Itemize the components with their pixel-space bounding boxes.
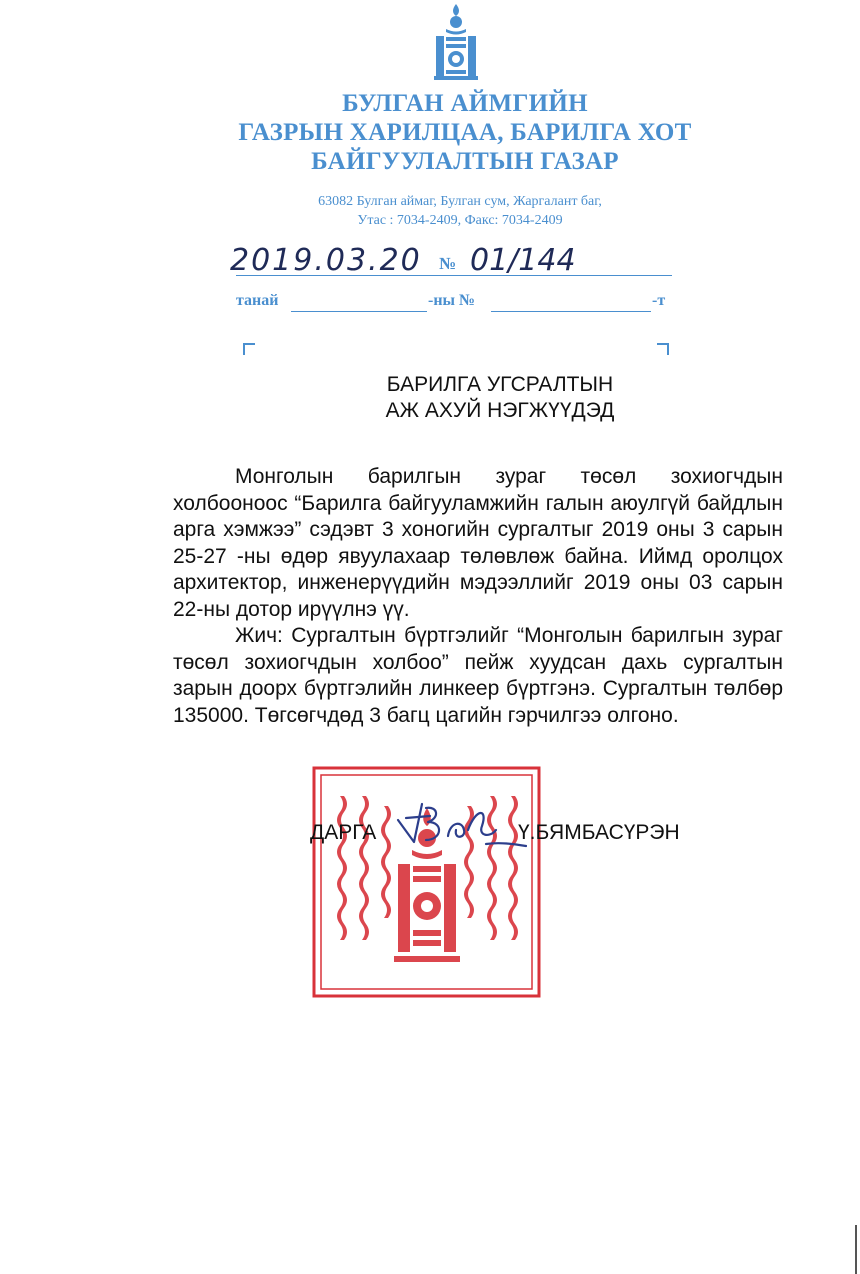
handwritten-signature-icon: [392, 800, 527, 858]
ref-number-underline: [491, 311, 651, 312]
org-name-line-1: БУЛГАН АЙМГИЙН: [342, 90, 588, 117]
addressee-line-2: АЖ АХУЙ НЭГЖҮҮДЭД: [385, 399, 615, 422]
note-paragraph-text: Жич: Сургалтын бүртгэлийг “Монголын барилгын зураг төсөл зохиогчдын холбоо” пейж хуудсан дахь сургалтын зарын доорх бүртгэлийн линкеер бүртгэнэ. Сургалтын төлбөр 135000. Төгсөгчдөд 3 багц цагийн гэрчилгээ олгоно.: [173, 624, 783, 727]
body-paragraph: [173, 464, 783, 623]
reference-underline: [236, 275, 672, 276]
signatory-title: ДАРГА: [310, 821, 377, 844]
your-ref-underline: [291, 311, 427, 312]
addressee-line-1: БАРИЛГА УГСРАЛТЫН: [386, 373, 614, 396]
letter-number-label: №: [439, 254, 457, 273]
address-corner-mark: [657, 343, 669, 355]
letter-number: 01/144: [470, 243, 576, 278]
org-name-line-2: ГАЗРЫН ХАРИЛЦАА, БАРИЛГА ХОТ: [238, 119, 692, 146]
org-name-line-3: БАЙГУУЛАЛТЫН ГАЗАР: [311, 148, 619, 175]
state-emblem-soyombo-icon: [432, 4, 480, 80]
letter-date: 2019.03.20: [230, 243, 422, 278]
signatory-name: Ү.БЯМБАСҮРЭН: [518, 821, 680, 844]
body-paragraph-text: Монголын барилгын зураг төсөл зохиогчдын холбооноос “Барилга байгууламжийн галын аюулгүй байдлын арга хэмжээ” сэдэвт 3 хоногийн сургалтыг 2019 оны 3 сарын 25-27 -ны өдөр явуулахаар төлөвлөж байна. Иймд оролцох архитектор, инженерүүдийн мэдээллийг 2019 оны 03 сарын 22-ны дотор ирүүлнэ үү.: [173, 465, 783, 621]
scan-edge-line: [855, 1225, 857, 1274]
ref-mid-label: -ны №: [428, 292, 476, 309]
note-paragraph: [173, 623, 783, 729]
your-ref-label: танай: [236, 292, 279, 309]
ref-end-label: -т: [652, 292, 666, 309]
address-corner-mark: [243, 343, 255, 355]
address-line: 63082 Булган аймаг, Булган сум, Жаргалант баг,: [318, 194, 602, 209]
contact-line: Утас : 7034-2409, Факс: 7034-2409: [357, 213, 563, 228]
